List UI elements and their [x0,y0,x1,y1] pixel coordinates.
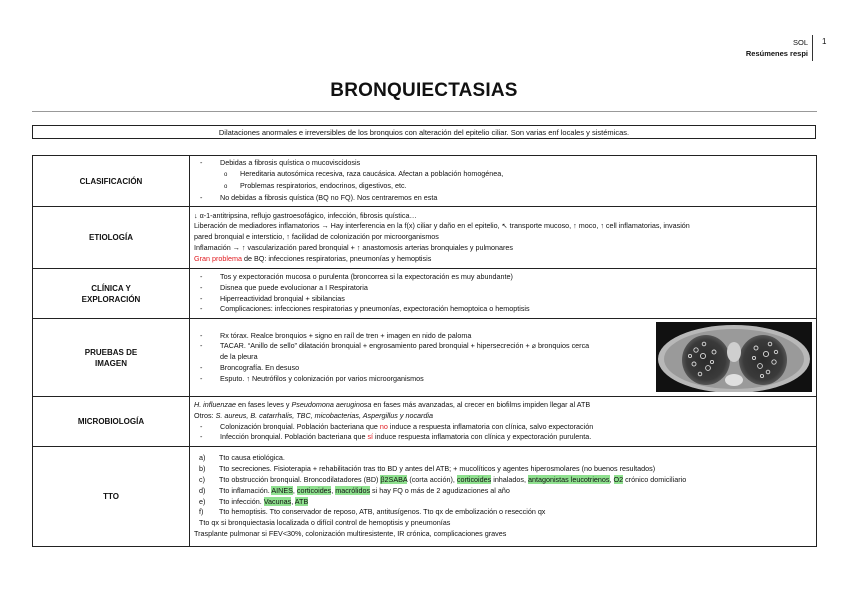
content-microbiologia [190,397,817,447]
highlight-green: corticoides [456,474,492,484]
list-marker: a) [199,453,206,463]
label-tto: TTO [33,447,190,547]
text-line: - Esputo. ↑ Neutrófilos y colonización por varios microorganismos [194,374,812,385]
text-span: inhalados, [491,474,528,484]
text-line [194,432,812,443]
text-line: Tto qx si bronquiectasia localizada o difícil control de hemoptisis y pneumonías [199,518,451,528]
text-span: Tto hemoptisis. Tto conservador de reposo, ATB, antitusígenos. Tto qx de embolización o resección qx [219,507,546,517]
row-clasificacion [33,156,817,207]
text-span: , [292,485,297,495]
content-clasificacion [190,156,817,207]
text-span: Tto obstrucción bronquial. Broncodilatadores (BD) [219,474,381,484]
text-span: Colonización bronquial. Población bacteriana que [220,421,380,431]
text-span: Otros: [194,410,216,420]
text-line: - Tos y expectoración mucosa o purulenta (broncorrea si la expectoración es muy abundante) [194,272,812,283]
text-line: - Rx tórax. Realce bronquios + signo en raíl de tren + imagen en nido de paloma [194,331,812,342]
content-clinica [190,269,817,319]
row-etiologia [33,207,817,269]
highlight-red: no [379,421,388,431]
page-header [746,37,808,59]
content-pruebas [190,319,817,397]
text-span: , [609,474,614,484]
list-marker: d) [199,485,206,495]
highlight-green: antagonistas leucotrienos [527,474,610,484]
text-line: pared bronquial e intersticio, ↑ facilidad de colonización por microorganismos [194,232,439,242]
text-line: de la pleura [220,352,258,362]
text-span: Tto causa etiológica. [219,453,285,463]
text-line: ↓ α-1-antitripsina, reflujo gastroesofágico, infección, fibrosis quística… [194,210,417,220]
row-pruebas [33,319,817,397]
text-line: - Hiperreactividad bronquial + sibilancias [194,294,812,305]
text-line [194,475,812,486]
highlight-green: corticoides [296,485,332,495]
text-span: , [331,485,336,495]
text-line: o Hereditaria autosómica recesiva, raza caucásica. Afectan a población homogénea, [194,169,812,181]
text-line [194,464,812,475]
highlight-green: Vacunas [263,496,292,506]
text-span: en fases más avanzadas, al crecer en biofilms impiden llegar al ATB [371,399,591,409]
text-span: Pseudomona aeruginosa [291,399,372,409]
text-line: Inflamación → ↑ vascularización pared bronquial + ↑ anastomosis arterias bronquiales y pulmonares [194,242,514,252]
content-tto [190,447,817,547]
text-line: o Problemas respiratorios, endocrinos, digestivos, etc. [194,181,812,193]
text-span: de BQ: infecciones respiratorias, pneumonías y hemoptisis [241,253,432,263]
text-line: - No debidas a fibrosis quística (BQ no FQ). Nos centraremos en esta [194,193,812,204]
highlight-red: Gran problema [194,253,242,263]
text-span: (corta acción), [407,474,457,484]
text-line [194,422,812,433]
text-line: Trasplante pulmonar si FEV<30%, colonización multiresistente, IR crónica, complicaciones graves [194,528,507,538]
row-tto [33,447,817,547]
text-line [194,507,812,518]
header-divider [812,35,813,61]
text-span: en fases leves y [235,399,292,409]
highlight-green: AINES [271,485,293,495]
text-span: Tto inflamación. [219,485,272,495]
text-line: - Debidas a fibrosis quística o mucoviscidosis [194,158,812,169]
text-line: - Disnea que puede evolucionar a I Respiratoria [194,283,812,294]
text-span: induce respuesta inflamatoria con clínica y expectoración purulenta. [373,432,592,442]
text-span: Tto infección. [219,496,264,506]
text-line: - Broncografía. En desuso [194,363,812,374]
list-marker: e) [199,496,206,506]
page-number: 1 [822,37,827,46]
text-line [194,254,812,265]
title-rule [32,111,817,112]
text-span: H. influenzae [194,399,236,409]
highlight-green: O2 [613,474,624,484]
text-line [194,400,812,411]
row-clinica [33,269,817,319]
header-author: SOL [792,38,808,47]
page-title: BRONQUIECTASIAS [330,80,518,101]
label-clasificacion: CLASIFICACIÓN [33,156,190,207]
text-span: Infección bronquial. Población bacteriana que [220,432,368,442]
text-line: - Complicaciones: infecciones respiratorias y pneumonías, expectoración hemoptoica o hemoptisis [194,304,812,315]
label-line: CLÍNICA Y [91,283,131,293]
label-microbiologia: MICROBIOLOGÍA [33,397,190,447]
text-line [194,453,812,464]
text-span: , [291,496,295,506]
list-marker: b) [199,464,206,474]
ct-scan-image [656,322,812,392]
label-line: PRUEBAS DE [84,347,138,357]
list-marker: c) [199,474,205,484]
highlight-green: ATB [294,496,309,506]
text-line: Liberación de mediadores inflamatorios → Hay interferencia en la f(x) ciliar y daño en el epitelio, ↖ transporte mucoso, ↑ moco, ↑ cell inflamatorias, invasión [194,221,690,231]
text-line [194,411,812,422]
text-span: S. aureus, B. catarrhalis, TBC, micobacterias, Aspergillus y nocardia [215,410,434,420]
summary-table [32,155,817,547]
highlight-red: sí [367,432,374,442]
text-line [194,497,812,508]
text-line [194,486,812,497]
label-pruebas [33,319,190,397]
label-line: IMAGEN [95,358,127,368]
header-subtitle: Resúmenes respi [745,49,808,58]
text-span: crónico domiciliario [623,474,687,484]
definition-box: Dilataciones anormales e irreversibles de los bronquios con alteración del epitelio ciliar. Son varias enf locales y sistémicas. [32,125,816,139]
highlight-green: β2SABA [380,474,408,484]
text-span: Tto secreciones. Fisioterapia + rehabilitación tras tto BD y antes del ATB; + mucolíticos y agentes hiperosmolares (no buenos resultados) [219,464,656,474]
label-clinica [33,269,190,319]
content-etiologia [190,207,817,269]
row-microbiologia [33,397,817,447]
highlight-green: macrólidos [335,485,371,495]
text-span: si hay FQ o más de 2 agudizaciones al año [370,485,510,495]
list-marker: f) [199,507,204,517]
text-span: induce a respuesta inflamatoria con clínica, salvo expectoración [387,421,594,431]
text-line: - TACAR. “Anillo de sello” dilatación bronquial + engrosamiento pared bronquial + hipersecreción + ⌀ bronquios cerca [194,341,812,352]
label-etiologia: ETIOLOGÍA [33,207,190,269]
label-line: EXPLORACIÓN [81,294,141,304]
